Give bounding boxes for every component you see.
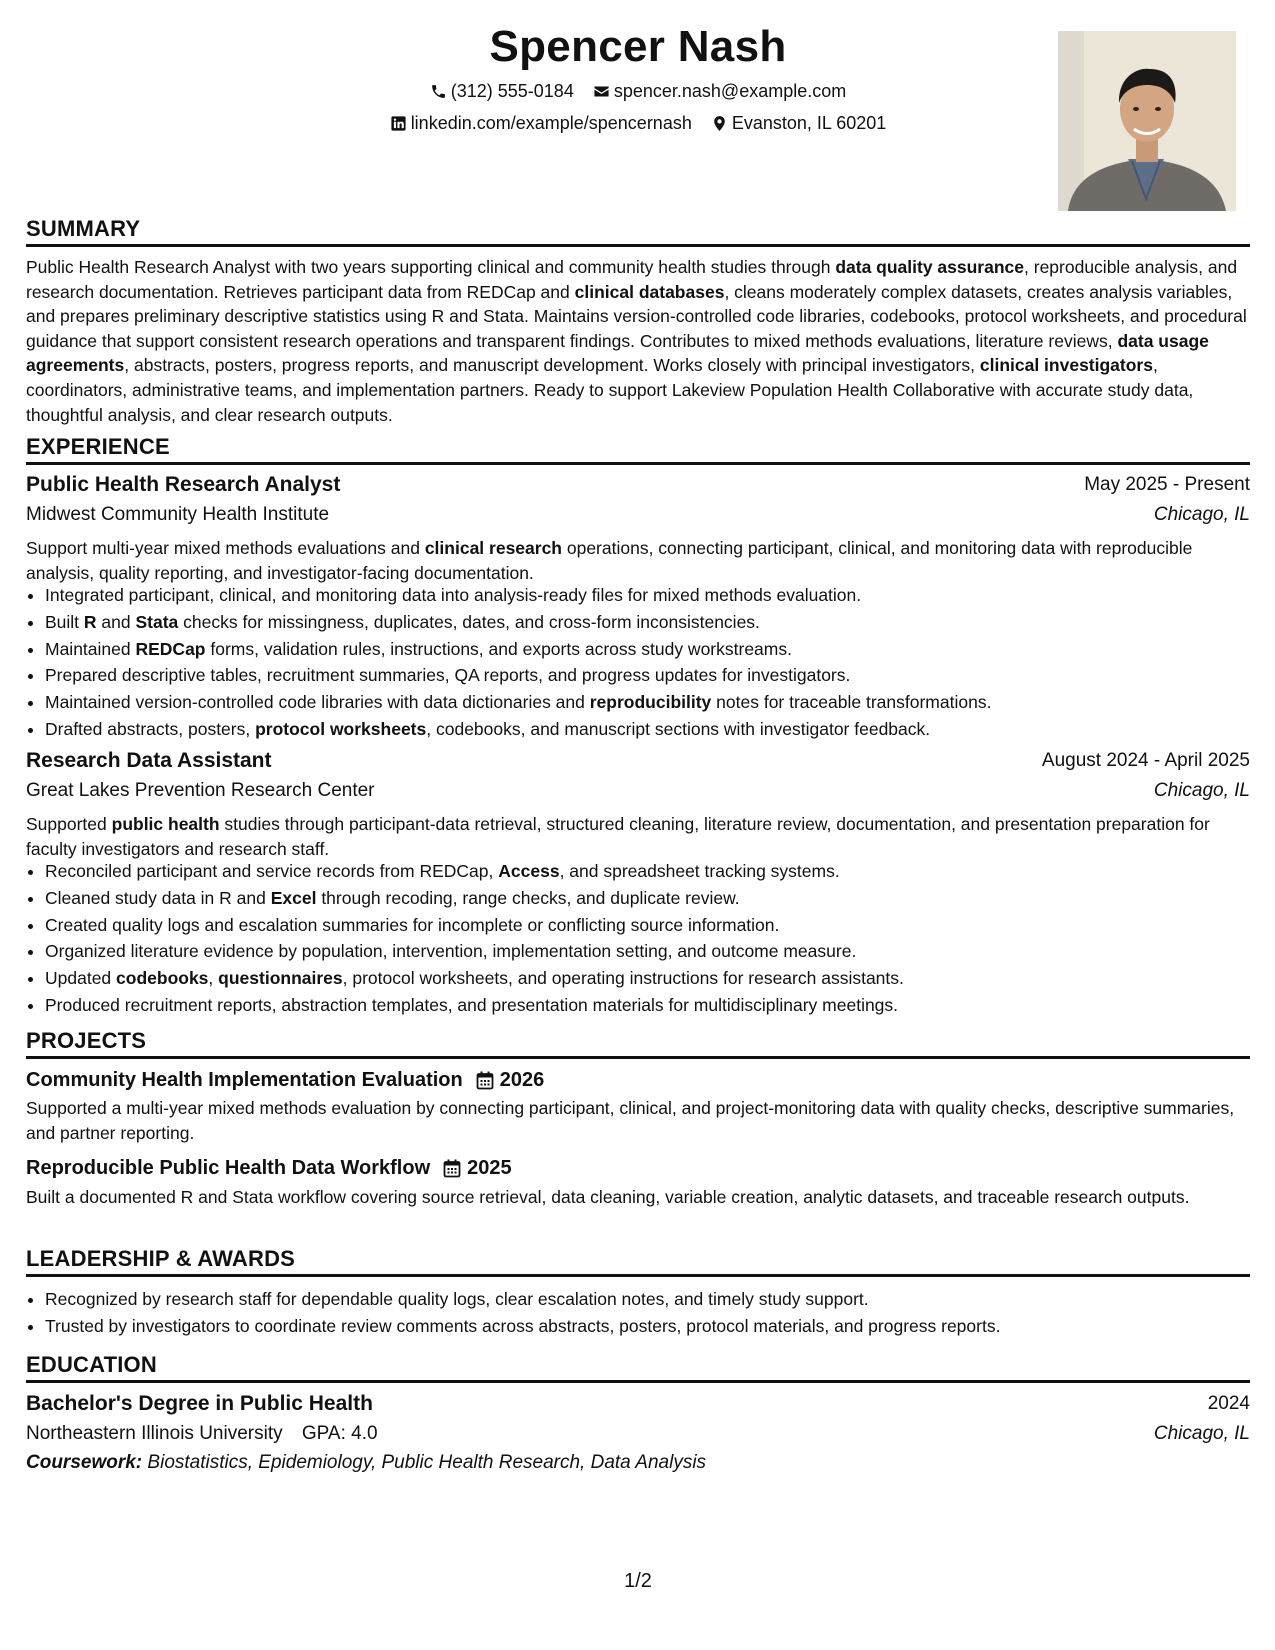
contact-phone — [430, 81, 574, 102]
contact-email[interactable] — [593, 81, 846, 102]
bullet-item: • Cleaned study data in R and Excel through recoding, range checks, and duplicate review. — [45, 885, 1250, 912]
highlight-keyword: clinical databases — [574, 281, 725, 302]
calendar-icon — [476, 1071, 494, 1090]
page-number: 1/2 — [624, 1570, 652, 1592]
job-dates: August 2024 - April 2025 — [1041, 750, 1250, 771]
bullet-item: • Updated codebooks, questionnaires, protocol worksheets, and operating instructions for research assistants. — [45, 965, 1250, 992]
location-text: Evanston, IL 60201 — [731, 112, 887, 133]
highlight-keyword: reproducibility — [589, 692, 712, 713]
job-location: Chicago, IL — [1153, 504, 1250, 525]
job-organization: Great Lakes Prevention Research Center — [26, 780, 375, 801]
summary-heading: SUMMARY — [26, 216, 1250, 247]
highlight-keyword: Access — [498, 861, 560, 881]
profile-photo — [1058, 31, 1236, 211]
highlight-keyword: REDCap — [135, 638, 206, 659]
project-description: Built a documented R and Stata workflow covering source retrieval, data cleaning, variable creation, analytic datasets, and traceable research outputs. — [26, 1187, 1190, 1207]
education-heading: EDUCATION — [26, 1352, 1250, 1383]
job-location: Chicago, IL — [1153, 780, 1250, 801]
job-organization: Midwest Community Health Institute — [26, 504, 330, 525]
job-summary: Supported public health studies through participant-data retrieval, structured cleaning, literature review, documentation, and presentation preparation for faculty investigators and research staff. — [26, 814, 1210, 859]
highlight-keyword: data quality assurance — [835, 257, 1025, 277]
highlight-keyword: codebooks — [116, 968, 209, 989]
summary-text: Public Health Research Analyst with two years supporting clinical and community health studies through data quality assurance, reproducible analysis, and research documentation. Retrieves participant data from REDCap and clinical databases, cleans moderately complex datasets, creates analysis variables, and prepares preliminary descriptive statistics using R and Stata. Maintains version-controlled code libraries, codebooks, protocol worksheets, and procedural guidance that support consistent research operations and transparent findings. Contributes to mixed methods evaluations, literature reviews, data usage agreements, abstracts, posters, progress reports, and manuscript development. Works closely with principal investigators, clinical investigators, coordinators, administrative teams, and implementation partners. Ready to support Lakeview Population Health Collaborative with accurate study data, thoughtful analysis, and clear research outputs. — [26, 257, 1247, 425]
bullet-item: • Reconciled participant and service records from REDCap, Access, and spreadsheet tracking systems. — [45, 858, 1250, 885]
bullet-item: • Drafted abstracts, posters, protocol worksheets, codebooks, and manuscript sections with investigator feedback. — [45, 716, 1250, 743]
phone-text: (312) 555-0184 — [450, 80, 574, 101]
bullet-item: • Created quality logs and escalation summaries for incomplete or conflicting source information. — [45, 912, 1250, 939]
contact-linkedin[interactable] — [390, 113, 692, 134]
coursework-row — [26, 1450, 706, 1476]
bullet-item: • Produced recruitment reports, abstraction templates, and presentation materials for multidisciplinary meetings. — [45, 992, 1250, 1019]
map-pin-icon — [711, 115, 728, 132]
highlight-keyword: data usage agreements — [26, 330, 1209, 376]
leadership-bullets — [26, 1286, 1250, 1340]
bullet-item: • Organized literature evidence by population, intervention, implementation setting, and outcome measure. — [45, 938, 1250, 965]
highlight-keyword: protocol worksheets — [255, 718, 427, 739]
job-bullets — [26, 858, 1250, 1019]
project-title-row — [26, 1155, 512, 1181]
phone-icon — [430, 83, 447, 100]
coursework-list: Biostatistics, Epidemiology, Public Health Research, Data Analysis — [147, 1452, 707, 1473]
bullet-item: • Prepared descriptive tables, recruitment summaries, QA reports, and progress updates for investigators. — [45, 662, 1250, 689]
project-year: 2025 — [467, 1157, 512, 1179]
coursework-label: Coursework: — [26, 1452, 143, 1473]
project-title: Reproducible Public Health Data Workflow — [26, 1157, 431, 1179]
candidate-name: Spencer Nash — [489, 22, 787, 71]
school-row — [26, 1421, 378, 1447]
project-title-row — [26, 1067, 544, 1093]
graduation-year: 2024 — [1207, 1393, 1250, 1414]
job-dates: May 2025 - Present — [1084, 474, 1250, 495]
project-description: Supported a multi-year mixed methods evaluation by connecting participant, clinical, and project-monitoring data with quality checks, descriptive summaries, and partner reporting. — [26, 1098, 1235, 1143]
school-name: Northeastern Illinois University — [26, 1423, 283, 1444]
gpa: GPA: 4.0 — [301, 1423, 378, 1444]
highlight-keyword: Excel — [270, 887, 317, 908]
contact-location — [711, 113, 886, 134]
job-title: Research Data Assistant — [26, 749, 272, 772]
highlight-keyword: clinical research — [424, 538, 562, 558]
job-bullets — [26, 582, 1250, 743]
resume-header — [26, 22, 1250, 212]
highlight-keyword: Stata — [135, 611, 179, 632]
highlight-keyword: clinical investigators — [979, 355, 1153, 376]
degree-title: Bachelor's Degree in Public Health — [26, 1392, 373, 1415]
bullet-item: • Maintained version-controlled code libraries with data dictionaries and reproducibility notes for traceable transformations. — [45, 689, 1250, 716]
bullet-item: • Built R and Stata checks for missingness, duplicates, dates, and cross-form inconsistencies. — [45, 609, 1250, 636]
project-year: 2026 — [499, 1069, 545, 1091]
highlight-keyword: R — [83, 611, 97, 632]
bullet-item: • Integrated participant, clinical, and monitoring data into analysis-ready files for mixed methods evaluation. — [45, 582, 1250, 609]
leadership-bullet: • Recognized by research staff for dependable quality logs, clear escalation notes, and timely study support. — [45, 1286, 1250, 1313]
bullet-item: • Maintained REDCap forms, validation rules, instructions, and exports across study workstreams. — [45, 636, 1250, 663]
highlight-keyword: questionnaires — [218, 968, 343, 989]
project-title: Community Health Implementation Evaluation — [26, 1069, 463, 1091]
linkedin-icon — [390, 115, 407, 132]
leadership-bullet: • Trusted by investigators to coordinate review comments across abstracts, posters, protocol materials, and progress reports. — [45, 1313, 1250, 1340]
linkedin-text: linkedin.com/example/spencernash — [410, 112, 692, 133]
experience-heading: EXPERIENCE — [26, 434, 1250, 465]
leadership-heading: LEADERSHIP & AWARDS — [26, 1246, 1250, 1277]
school-location: Chicago, IL — [1153, 1423, 1250, 1444]
projects-heading: PROJECTS — [26, 1028, 1250, 1059]
email-text: spencer.nash@example.com — [613, 80, 847, 101]
job-summary: Support multi-year mixed methods evaluations and clinical research operations, connecting participant, clinical, and monitoring data with reproducible analysis, quality reporting, and investigator-facing documentation. — [26, 538, 1193, 583]
resume-page — [26, 0, 1250, 1650]
calendar-icon — [443, 1159, 461, 1178]
envelope-icon — [593, 83, 610, 100]
job-title: Public Health Research Analyst — [26, 473, 341, 496]
highlight-keyword: public health — [111, 814, 220, 834]
